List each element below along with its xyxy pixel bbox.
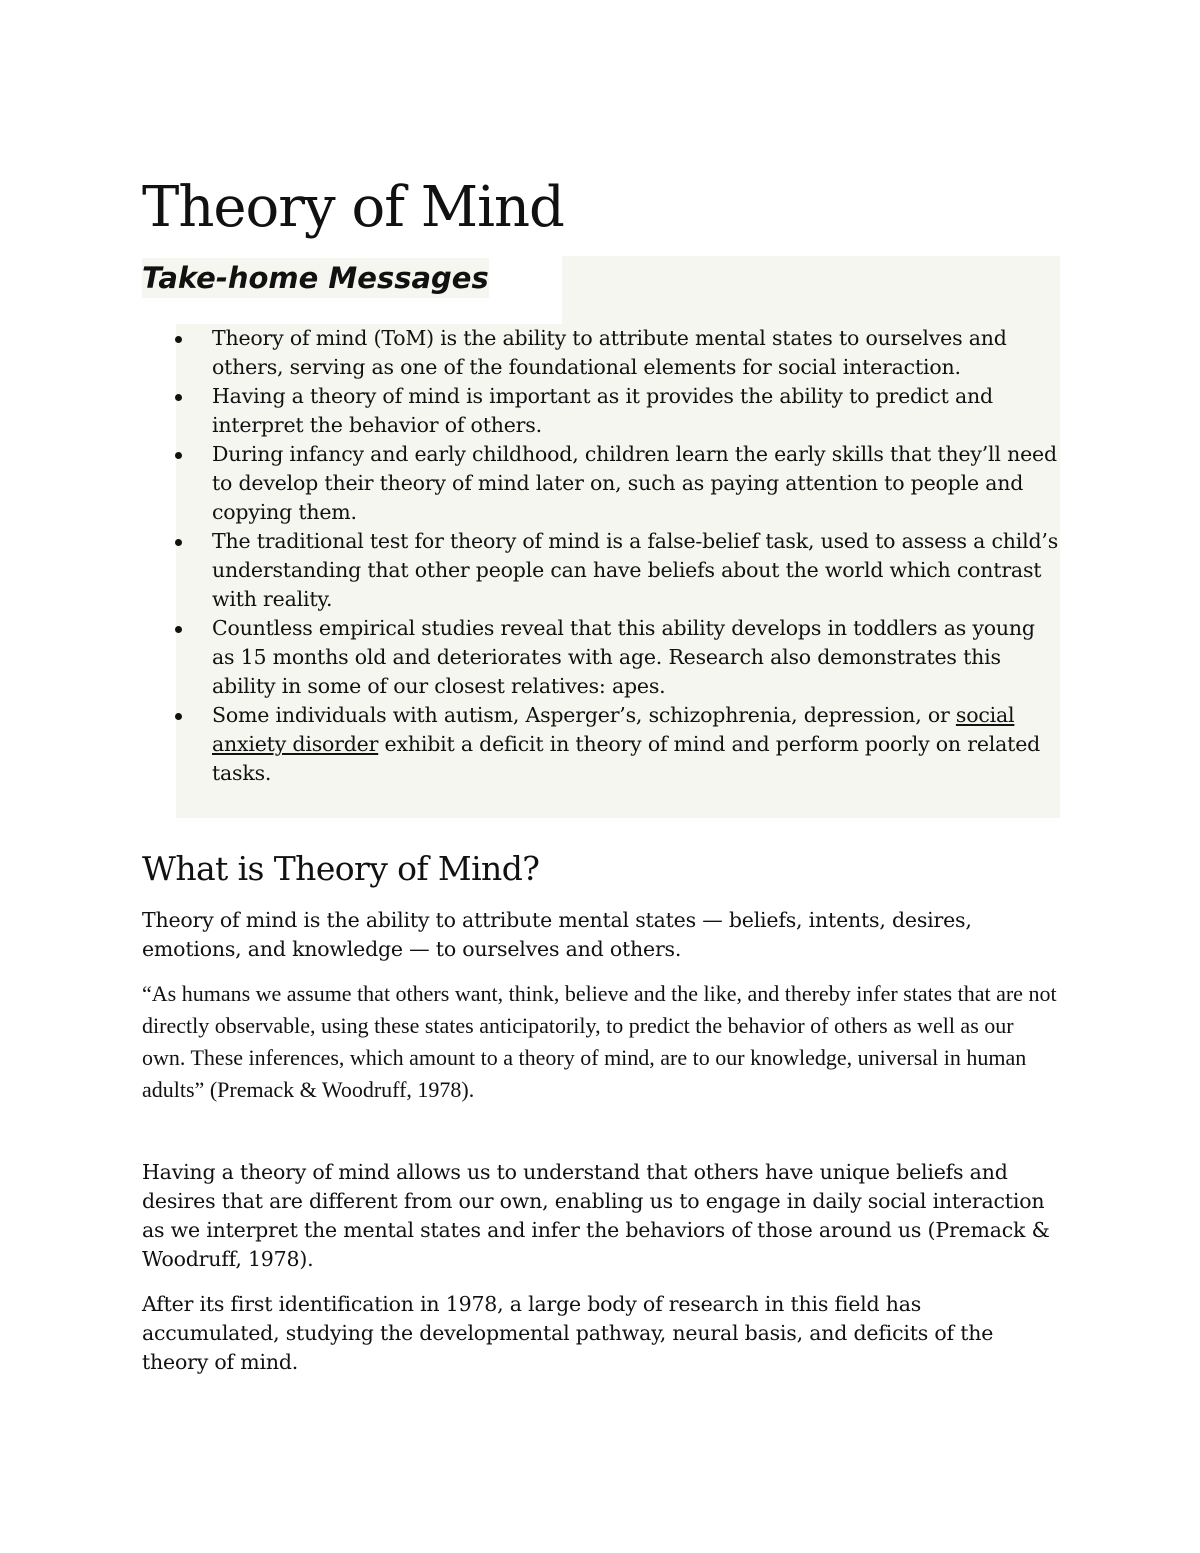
list-item-text: The traditional test for theory of mind is a false-belief task, used to assess a child’s understanding that other people can have beliefs about the world which contrast with reality. (212, 529, 1059, 611)
takehome-box (142, 256, 1060, 788)
list-item-text: Theory of mind (ToM) is the ability to attribute mental states to ourselves and others, serving as one of the foundational elements for social interaction. (212, 326, 1007, 379)
bullet-icon (175, 626, 182, 633)
list-item-text: Having a theory of mind is important as it provides the ability to predict and interpret the behavior of others. (212, 384, 993, 437)
social-anxiety-disorder-link[interactable]: social anxiety disorder (212, 703, 1015, 756)
list-item (212, 440, 1060, 527)
list-item (212, 382, 1060, 440)
bullet-icon (175, 539, 182, 546)
list-item-text: During infancy and early childhood, children learn the early skills that they’ll need to develop their theory of mind later on, such as paying attention to people and copying them. (212, 442, 1057, 524)
bullet-icon (175, 394, 182, 401)
list-item (212, 701, 1060, 788)
list-item-text-before-link: Some individuals with autism, Asperger’s, schizophrenia, depression, or (212, 703, 956, 727)
list-item (212, 614, 1060, 701)
paragraph-quote: “As humans we assume that others want, think, believe and the like, and thereby infer states that are not directly observable, using these states anticipatorily, to predict the behavior of others as well as our own. These inferences, which amount to a theory of mind, are to our knowledge, universal in human adults” (Premack & Woodruff, 1978). (142, 981, 1057, 1102)
paragraph-definition: Theory of mind is the ability to attribute mental states — beliefs, intents, desires, emotions, and knowledge — to ourselves and others. (142, 908, 972, 961)
bullet-icon (175, 452, 182, 459)
section-heading: What is Theory of Mind? (142, 849, 540, 888)
document-title: Theory of Mind (142, 175, 564, 240)
list-item-text: Countless empirical studies reveal that this ability develops in toddlers as young as 15 months old and deteriorates with age. Research also demonstrates this ability in some of our closest relatives: apes. (212, 616, 1035, 698)
list-item-text-after-link: exhibit a deficit in theory of mind and perform poorly on related tasks. (212, 732, 1041, 785)
list-item (212, 527, 1060, 614)
document-page (142, 172, 1060, 1374)
list-item (212, 324, 1060, 382)
bullet-icon (175, 713, 182, 720)
paragraph-research: After its first identification in 1978, a large body of research in this field has accumulated, studying the developmental pathway, neural basis, and deficits of the theory of mind. (142, 1292, 994, 1374)
takehome-heading (142, 256, 562, 324)
bullet-icon (175, 336, 182, 343)
takehome-heading-text: Take-home Messages (142, 258, 489, 298)
takehome-list (142, 324, 1060, 788)
paragraph-understanding: Having a theory of mind allows us to understand that others have unique beliefs and desires that are different from our own, enabling us to engage in daily social interaction as we interpret the mental states and infer the behaviors of those around us (Premack & Woodruff, 1978). (142, 1160, 1050, 1271)
